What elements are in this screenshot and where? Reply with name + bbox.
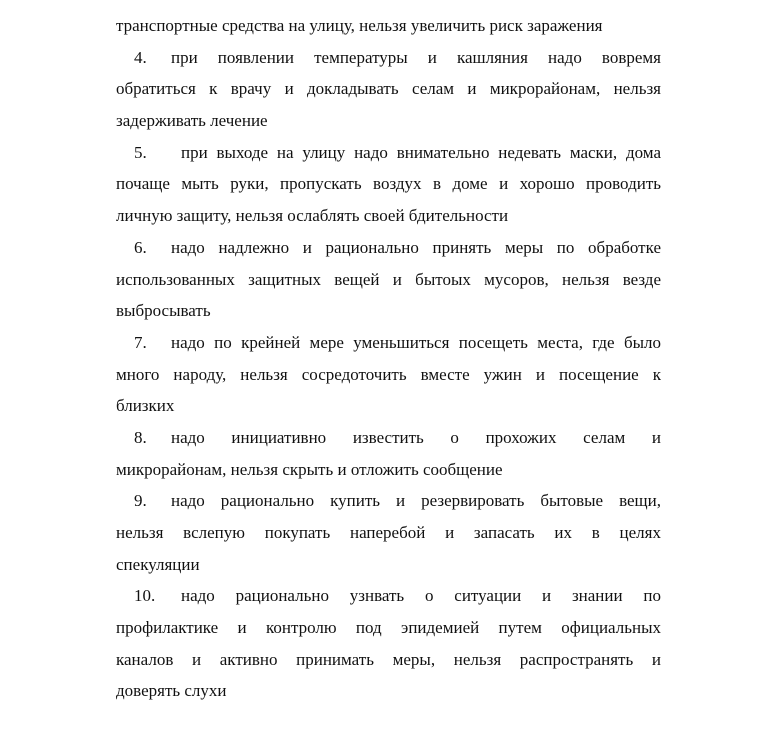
list-item-first-line	[116, 580, 661, 612]
list-item-4	[116, 42, 661, 137]
list-item-text: задерживать лечение	[116, 111, 268, 131]
list-item-10	[116, 580, 661, 707]
list-item-text: профилактике и контролю под эпидемией путем официальных	[116, 618, 661, 638]
list-item-first-line	[116, 485, 661, 517]
list-item-first-line	[116, 327, 661, 359]
list-item-text: спекуляции	[116, 554, 200, 574]
list-item-text: при появлении температуры и кашляния надо вовремя	[171, 47, 661, 67]
list-item-text: выбросывать	[116, 301, 211, 321]
list-item-first-line	[116, 422, 661, 454]
list-item-text: обратиться к врачу и докладывать селам и микрорайонам, нельзя	[116, 79, 661, 99]
list-item-number: 4.	[134, 47, 147, 67]
list-item-text: доверять слухи	[116, 681, 227, 701]
list-item-first-line	[116, 42, 661, 74]
continuation-line: транспортные средства на улицу, нельзя увеличить риск заражения	[116, 16, 603, 35]
list-item-first-line	[116, 137, 661, 169]
list-item-text: при выходе на улицу надо внимательно недевать маски, дома	[181, 142, 661, 162]
list-item-8	[116, 422, 661, 485]
list-item-number: 9.	[134, 491, 147, 511]
list-item-text: нельзя вслепую покупать наперебой и запасать их в целях	[116, 523, 661, 542]
list-item-number: 7.	[134, 332, 147, 352]
list-item-text: надо надлежно и рационально принять меры по обработке	[171, 237, 661, 257]
list-item-text: использованных защитных вещей и бытоых мусоров, нельзя везде	[116, 269, 661, 289]
list-item-text: надо рационально купить и резервировать бытовые вещи,	[171, 491, 661, 511]
list-item-text: надо по крейней мере уменьшиться посещеть места, где было	[171, 332, 661, 352]
list-item-number: 6.	[134, 237, 147, 257]
list-item-7	[116, 327, 661, 422]
list-item-text: надо рационально узнвать о ситуации и знании по	[181, 586, 661, 606]
list-item-text: близких	[116, 396, 175, 416]
list-item-text: почаще мыть руки, пропускать воздух в доме и хорошо проводить	[116, 174, 661, 194]
list-item-text: много народу, нельзя сосредоточить вместе ужин и посещение к	[116, 364, 661, 384]
document-page	[116, 10, 661, 707]
list-item-number: 8.	[134, 427, 147, 447]
list-item-number: 5.	[134, 142, 147, 162]
list-item-text: личную защиту, нельзя ослаблять своей бдительности	[116, 206, 509, 226]
list-item-text: надо инициативно известить о прохожих селам и	[171, 427, 661, 447]
list-item-5	[116, 137, 661, 232]
list-item-9	[116, 485, 661, 580]
list-item-text: микрорайонам, нельзя скрыть и отложить сообщение	[116, 459, 503, 479]
list-item-first-line	[116, 232, 661, 264]
list-item-number: 10.	[134, 586, 156, 606]
list-item-text: каналов и активно принимать меры, нельзя распространять и	[116, 649, 661, 669]
list-item-6	[116, 232, 661, 327]
